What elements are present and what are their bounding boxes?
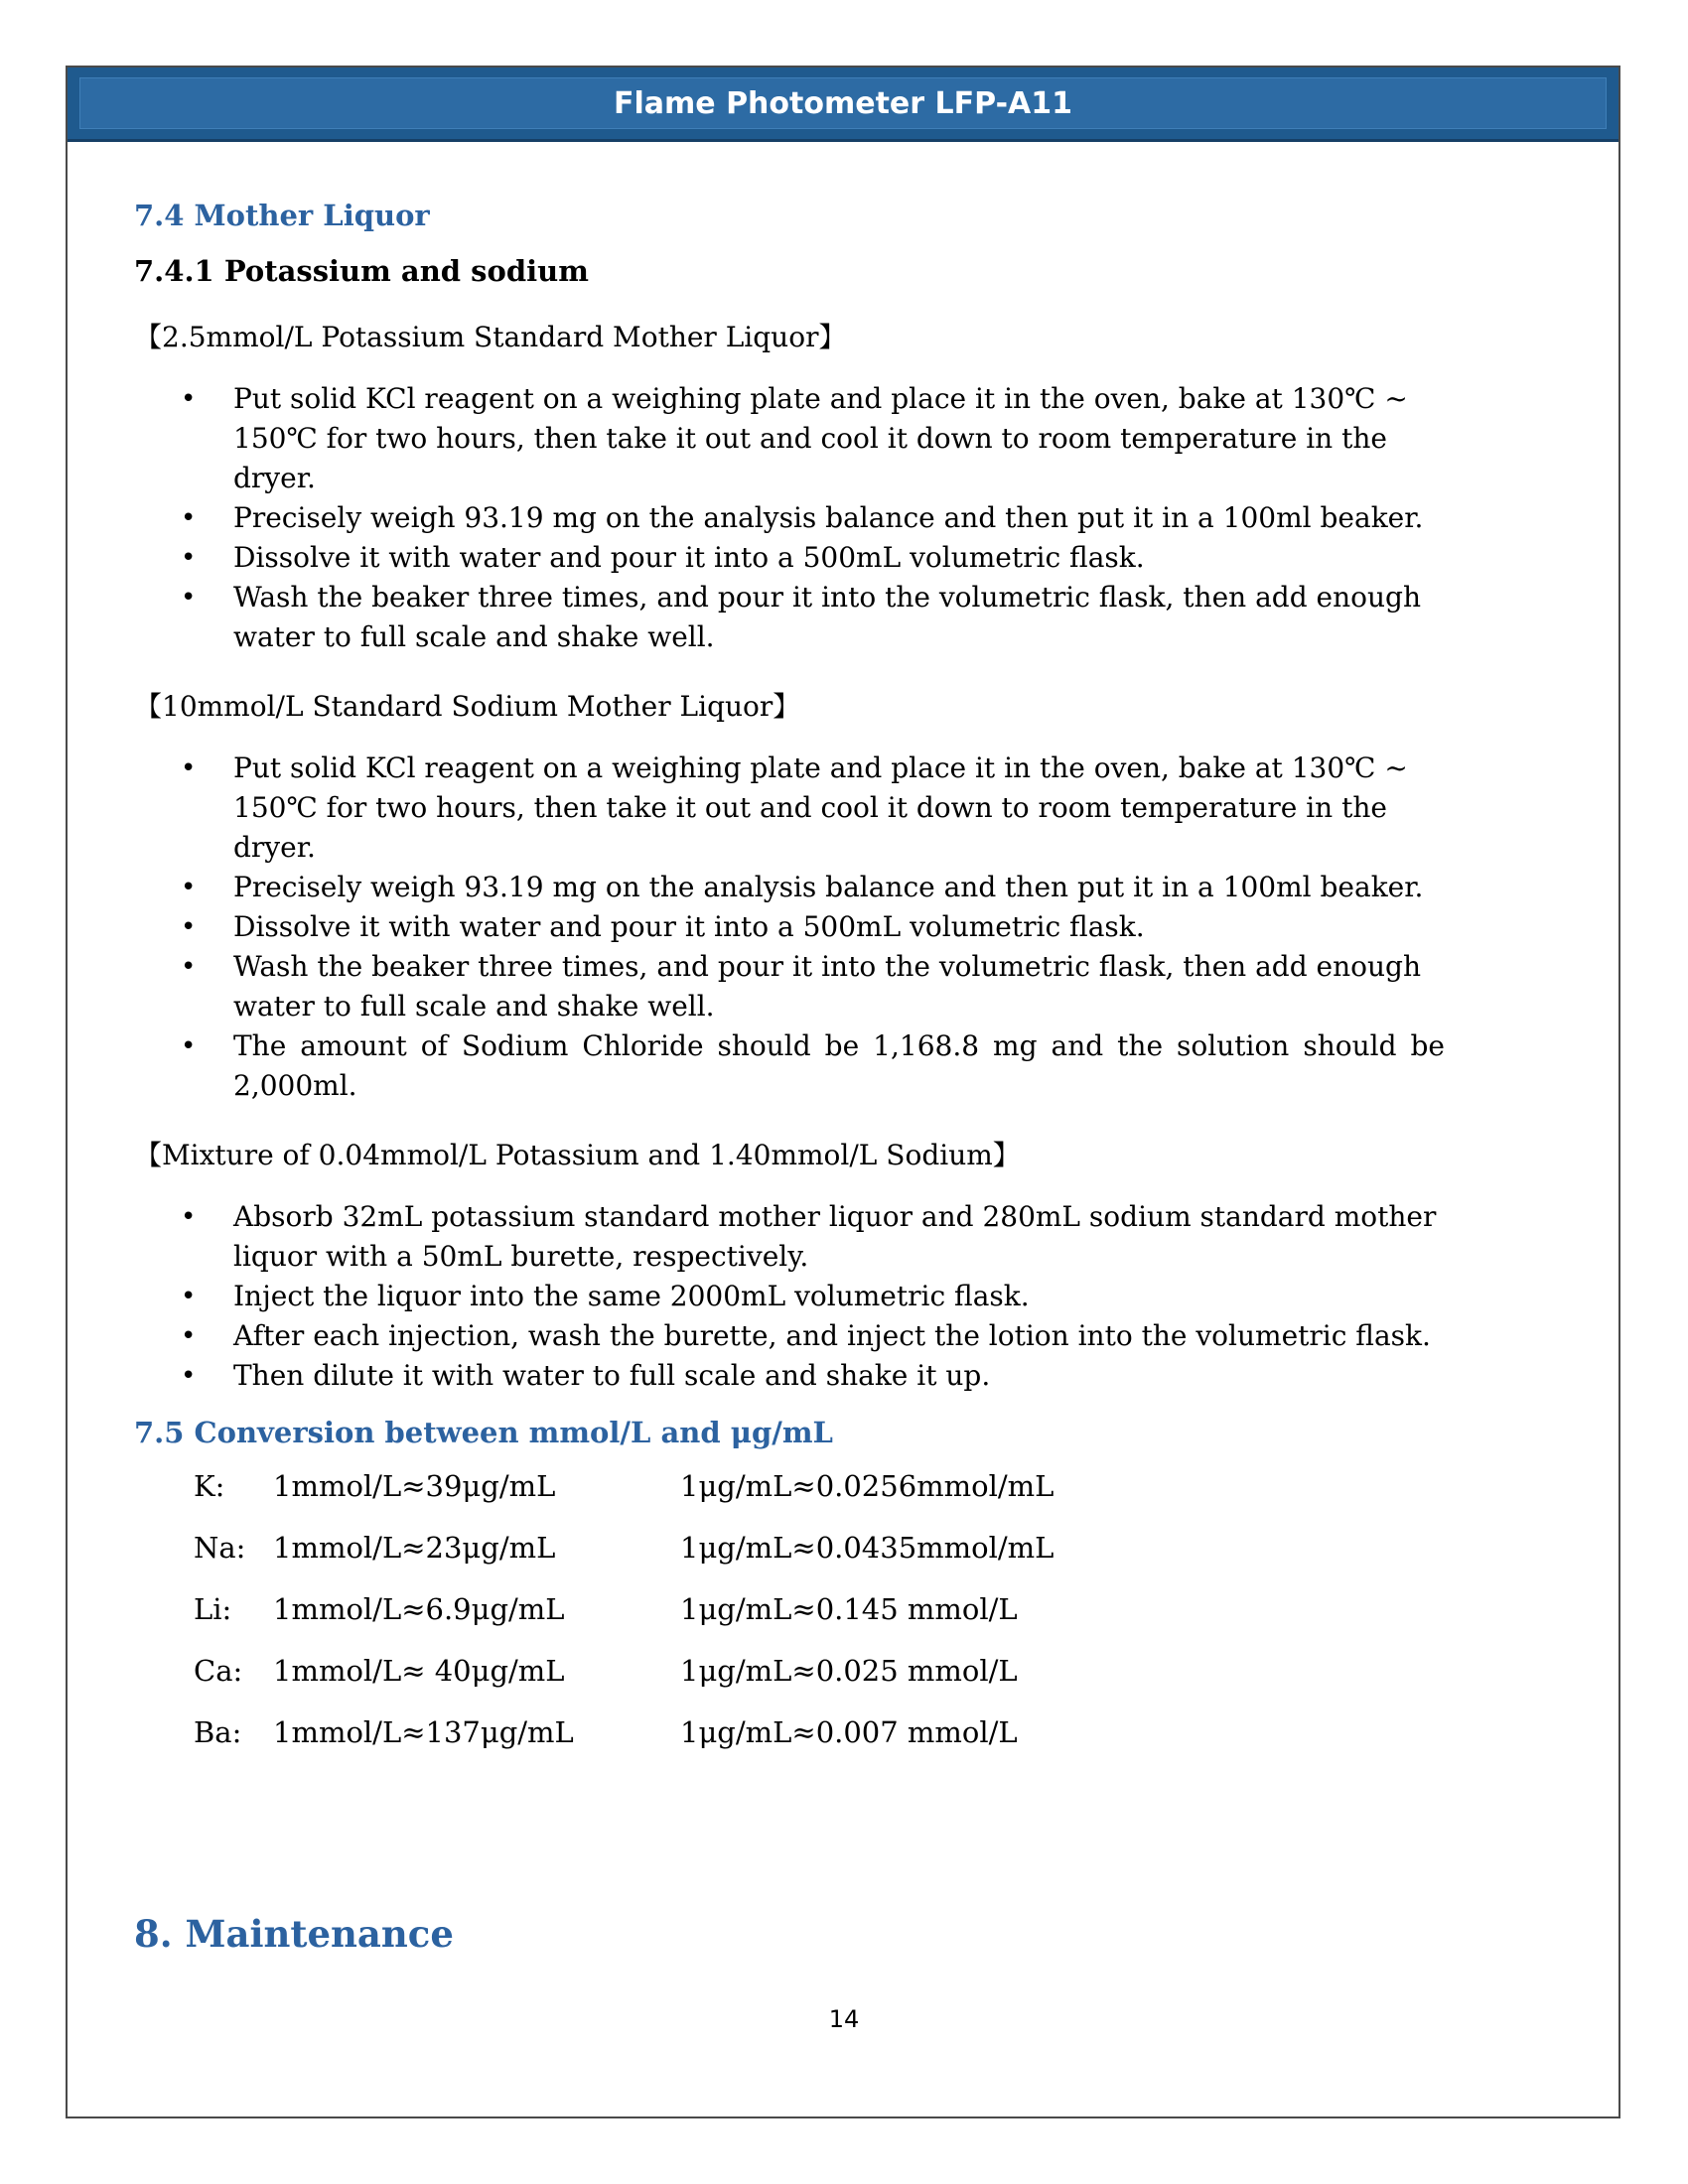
header-title: Flame Photometer LFP-A11 — [614, 85, 1072, 121]
bullet-icon: • — [181, 1321, 197, 1351]
section-7-5-heading: 7.5 Conversion between mmol/L and μg/mL — [134, 1416, 833, 1449]
mixture-steps-list — [134, 1197, 1524, 1396]
table-row — [194, 1702, 1524, 1763]
bullet-icon: • — [181, 583, 197, 613]
list-item: • The amount of Sodium Chloride should be 1,168.8 mg and the solution should be 2,000ml. — [134, 1026, 1445, 1106]
ug-to-mmol: 1μg/mL≈0.145 mmol/L — [680, 1592, 1018, 1626]
list-item: • Wash the beaker three times, and pour it into the volumetric flask, then add enough water to full scale and shake well. — [134, 947, 1445, 1026]
list-item: • Inject the liquor into the same 2000mL volumetric flask. — [134, 1277, 1445, 1316]
section-7-4-1-heading: 7.4.1 Potassium and sodium — [134, 254, 589, 288]
bullet-icon: • — [181, 873, 197, 902]
sodium-steps-list — [134, 749, 1524, 1106]
bullet-icon: • — [181, 1202, 197, 1232]
page-header-band — [79, 77, 1607, 129]
list-item: • Dissolve it with water and pour it into a 500mL volumetric flask. — [134, 907, 1445, 947]
list-item: • Wash the beaker three times, and pour it into the volumetric flask, then add enough water to full scale and shake well. — [134, 578, 1445, 657]
list-item: • Precisely weigh 93.19 mg on the analysis balance and then put it in a 100ml beaker. — [134, 498, 1445, 538]
element-symbol: Ba: — [194, 1715, 242, 1749]
mmol-to-ug: 1mmol/L≈39μg/mL — [273, 1469, 556, 1503]
bullet-icon: • — [181, 912, 197, 942]
mmol-to-ug: 1mmol/L≈23μg/mL — [273, 1531, 556, 1565]
mmol-to-ug: 1mmol/L≈ 40μg/mL — [273, 1654, 565, 1688]
bullet-icon: • — [181, 1361, 197, 1391]
bullet-icon: • — [181, 952, 197, 982]
list-item: • Dissolve it with water and pour it into a 500mL volumetric flask. — [134, 538, 1445, 578]
bullet-icon: • — [181, 1031, 197, 1061]
mmol-to-ug: 1mmol/L≈137μg/mL — [273, 1715, 574, 1749]
page-number: 14 — [828, 2005, 860, 2033]
list-item: • Precisely weigh 93.19 mg on the analysis balance and then put it in a 100ml beaker. — [134, 868, 1445, 907]
list-item: • After each injection, wash the burette, and inject the lotion into the volumetric flask. — [134, 1316, 1445, 1356]
mmol-to-ug: 1mmol/L≈6.9μg/mL — [273, 1592, 565, 1626]
ug-to-mmol: 1μg/mL≈0.025 mmol/L — [680, 1654, 1018, 1688]
ug-to-mmol: 1μg/mL≈0.0256mmol/mL — [680, 1469, 1055, 1503]
ug-to-mmol: 1μg/mL≈0.0435mmol/mL — [680, 1531, 1055, 1565]
bullet-icon: • — [181, 543, 197, 573]
group-label-mixture: 【Mixture of 0.04mmol/L Potassium and 1.40mmol/L Sodium】 — [134, 1139, 1021, 1171]
ug-to-mmol: 1μg/mL≈0.007 mmol/L — [680, 1715, 1018, 1749]
table-row — [194, 1517, 1524, 1578]
list-item: • Put solid KCl reagent on a weighing plate and place it in the oven, bake at 130℃ ~ 150℃ for two hours, then take it out and cool it down to room temperature in the dryer. — [134, 749, 1445, 868]
element-symbol: K: — [194, 1469, 225, 1503]
conversion-table — [194, 1455, 1524, 1763]
bullet-icon: • — [181, 1282, 197, 1311]
list-item: • Then dilute it with water to full scale and shake it up. — [134, 1356, 1445, 1396]
table-row — [194, 1640, 1524, 1702]
bullet-icon: • — [181, 503, 197, 533]
table-row — [194, 1578, 1524, 1640]
element-symbol: Li: — [194, 1592, 232, 1626]
bullet-icon: • — [181, 753, 197, 783]
group-label-potassium: 【2.5mmol/L Potassium Standard Mother Liquor】 — [134, 321, 847, 353]
list-item: • Absorb 32mL potassium standard mother liquor and 280mL sodium standard mother liquor with a 50mL burette, respectively. — [134, 1197, 1445, 1277]
list-item: • Put solid KCl reagent on a weighing plate and place it in the oven, bake at 130℃ ~ 150℃ for two hours, then take it out and cool it down to room temperature in the dryer. — [134, 379, 1445, 498]
element-symbol: Ca: — [194, 1654, 243, 1688]
potassium-steps-list — [134, 379, 1524, 657]
section-7-4-heading: 7.4 Mother Liquor — [134, 199, 430, 232]
section-8-heading: 8. Maintenance — [134, 1912, 454, 1956]
table-row — [194, 1455, 1524, 1517]
page-content — [134, 129, 1524, 1956]
group-label-sodium: 【10mmol/L Standard Sodium Mother Liquor】 — [134, 690, 801, 723]
element-symbol: Na: — [194, 1531, 246, 1565]
bullet-icon: • — [181, 384, 197, 414]
